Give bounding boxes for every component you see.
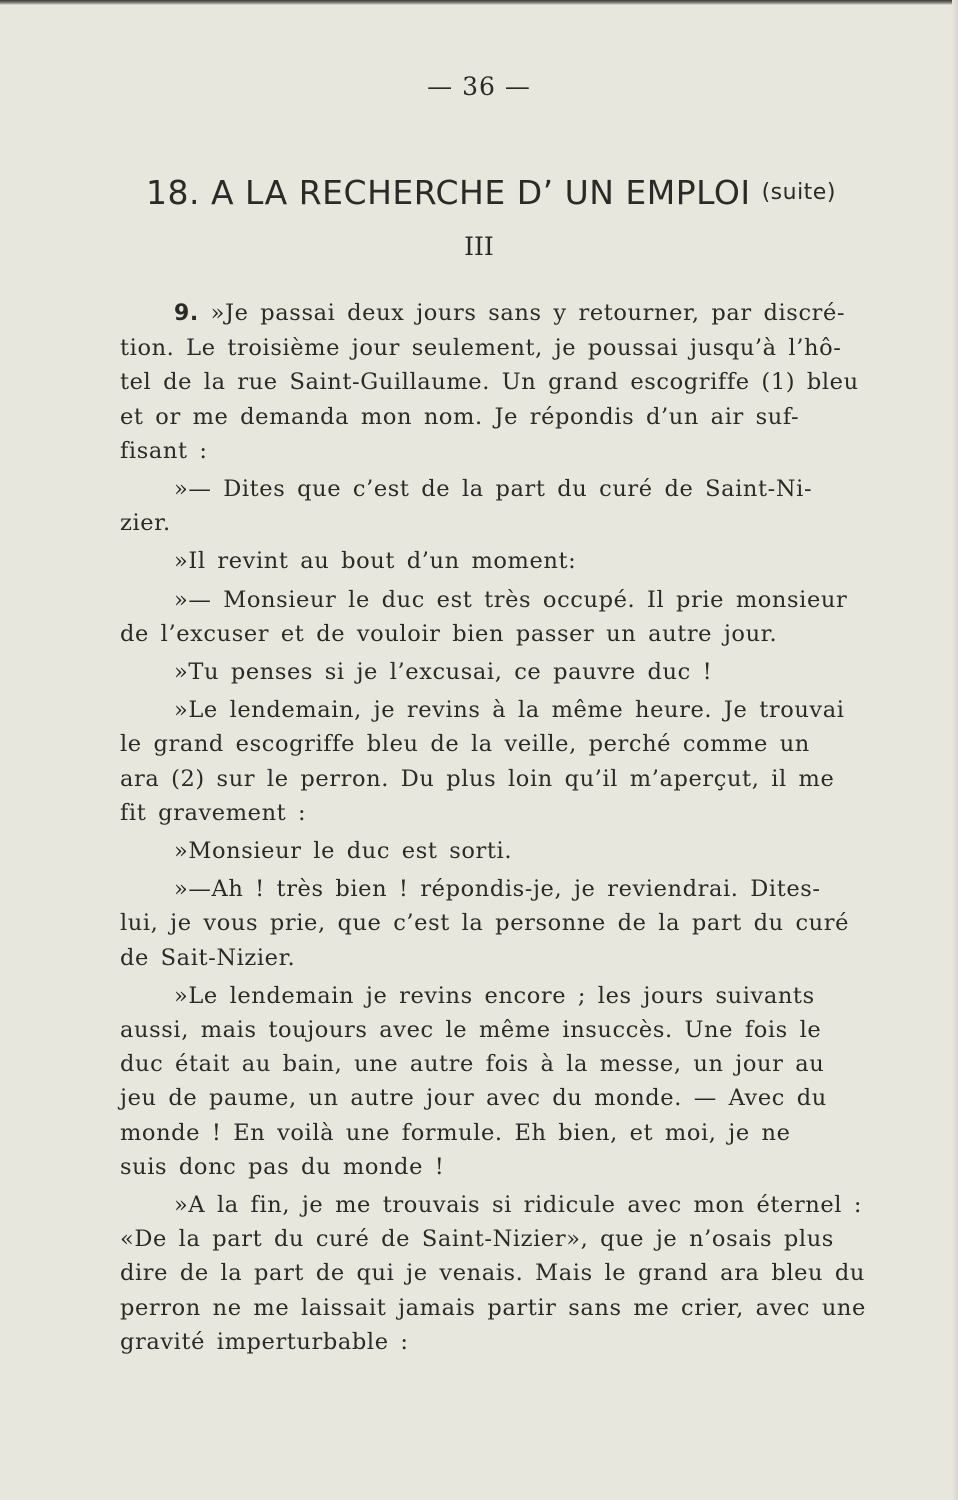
paragraph: »— Monsieur le duc est très occupé. Il prie monsieur de l’excuser et de vouloir bien passer un autre jour.	[120, 586, 848, 647]
paragraph: »Tu penses si je l’excusai, ce pauvre duc !	[174, 659, 713, 686]
chapter-title-text: 18. A LA RECHERCHE D’ UN EMPLOI	[146, 173, 751, 212]
paragraph: »Monsieur le duc est sorti.	[174, 838, 513, 865]
body-text	[120, 296, 872, 1359]
paragraph: »—Ah ! très bien ! répondis-je, je reviendrai. Dites- lui, je vous prie, que c’est la personne de la part du curé de Sait-Nizier.	[120, 876, 850, 971]
paragraph: »Le lendemain, je revins à la même heure. Je trouvai le grand escogriffe bleu de la veille, perché comme un ara (2) sur le perron. Du plus loin qu’il m’aperçut, il me fit gravement :	[120, 697, 845, 826]
paragraph-text: »Je passai deux jours sans y retourner, par discré- tion. Le troisième jour seulement, je poussai jusqu’à l’hô- tel de la rue Saint-Guillaume. Un grand escogriffe (1) bleu et or me demanda mon nom. Je répondis d’un air suf- fisant :	[120, 300, 859, 464]
paragraph: »A la fin, je me trouvais si ridicule avec mon éternel : «De la part du curé de Saint-Nizier», que je n’osais plus dire de la part de qui je venais. Mais le grand ara bleu du perron ne me laissait jamais partir sans me crier, avec une gravité imperturbable :	[120, 1192, 866, 1355]
paragraph-number: 9.	[174, 301, 199, 326]
paragraph	[120, 296, 872, 468]
page-number: — 36 —	[427, 72, 531, 101]
chapter-title	[146, 173, 836, 212]
section-number: III	[464, 232, 494, 261]
paragraph: »— Dites que c’est de la part du curé de Saint-Ni- zier.	[120, 476, 813, 537]
paragraph: »Il revint au bout d’un moment:	[174, 548, 577, 575]
chapter-title-suffix: (suite)	[761, 180, 836, 205]
page-top-edge	[0, 0, 958, 5]
page-right-edge	[952, 0, 958, 1500]
paragraph: »Le lendemain je revins encore ; les jours suivants aussi, mais toujours avec le même insuccès. Une fois le duc était au bain, une autre fois à la messe, un jour au jeu de paume, un autre jour avec du monde. — Avec du monde ! En voilà une formule. Eh bien, et moi, je ne suis donc pas du monde !	[120, 982, 827, 1180]
